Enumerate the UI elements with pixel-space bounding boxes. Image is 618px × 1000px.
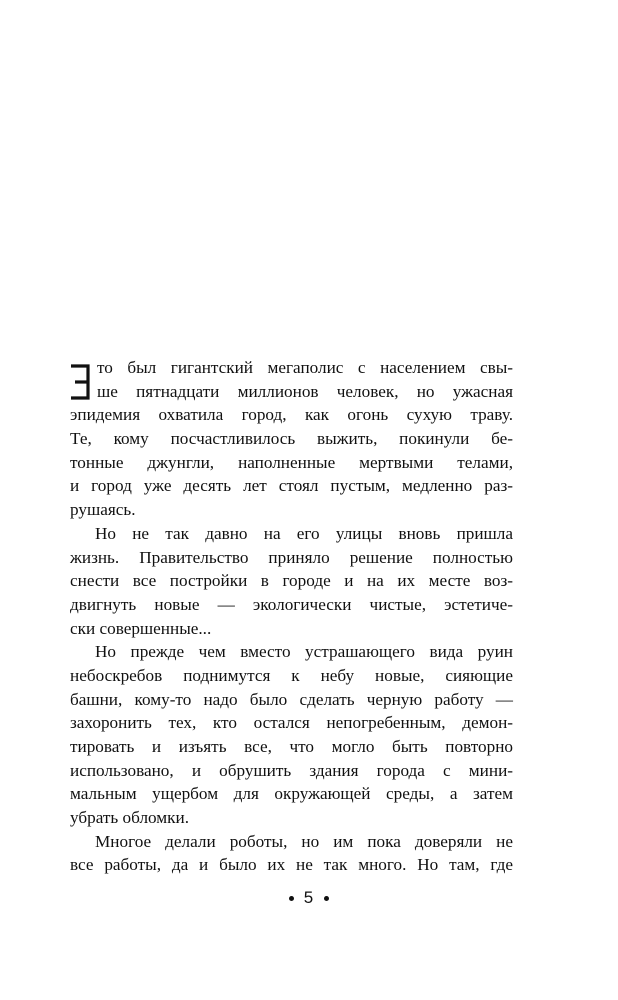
text-line-6: и город уже десять лет стоял пустым, медленно раз- bbox=[70, 476, 513, 496]
page-number-value: 5 bbox=[303, 888, 315, 907]
text-line-16: захоронить тех, кто остался непогребенным, демон- bbox=[70, 713, 513, 733]
text-line-21: Многое делали роботы, но им пока доверяли не bbox=[95, 831, 513, 851]
text-line-8: Но не так давно на его улицы вновь пришла bbox=[95, 523, 513, 543]
text-line-17: тировать и изъять все, что могло быть повторно bbox=[70, 737, 513, 756]
text-line-14: небоскребов поднимутся к небу новые, сияющие bbox=[70, 665, 513, 685]
text-line-4: Те, кому посчастливилось выжить, покинули бе- bbox=[70, 429, 513, 449]
text-line-3: эпидемия охватила город, как огонь сухую траву. bbox=[70, 405, 513, 425]
text-line-15: башни, кому-то надо было сделать черную работу — bbox=[70, 689, 513, 709]
text-line-9: жизнь. Правительство приняло решение полностью bbox=[70, 547, 513, 567]
bullet-icon bbox=[324, 896, 329, 901]
text-line-5: тонные джунгли, наполненные мертвыми телами, bbox=[70, 452, 513, 472]
text-line-13: Но прежде чем вместо устрашающего вида руин bbox=[95, 642, 513, 662]
page-number bbox=[0, 888, 618, 908]
text-line-19: мальным ущербом для окружающей среды, а затем bbox=[70, 784, 513, 804]
text-line-2: ше пятнадцати миллионов человек, но ужасная bbox=[97, 381, 513, 401]
bullet-icon bbox=[289, 896, 294, 901]
text-line-10: снести все постройки в городе и на их месте воз- bbox=[70, 571, 513, 591]
text-line-11: двигнуть новые — экологически чистые, эстетиче- bbox=[70, 594, 513, 614]
drop-cap-letter bbox=[68, 362, 92, 402]
text-line-18: использовано, и обрушить здания города с мини- bbox=[70, 760, 513, 780]
text-line-20: убрать обломки. bbox=[70, 808, 190, 828]
body-text bbox=[70, 356, 513, 877]
text-line-12: ски совершенные... bbox=[70, 618, 212, 638]
text-line-1: то был гигантский мегаполис с населением свы- bbox=[70, 356, 513, 380]
text-line-7: рушаясь. bbox=[70, 500, 136, 520]
text-line-22: все работы, да и было их не так много. Но там, где bbox=[70, 855, 513, 875]
